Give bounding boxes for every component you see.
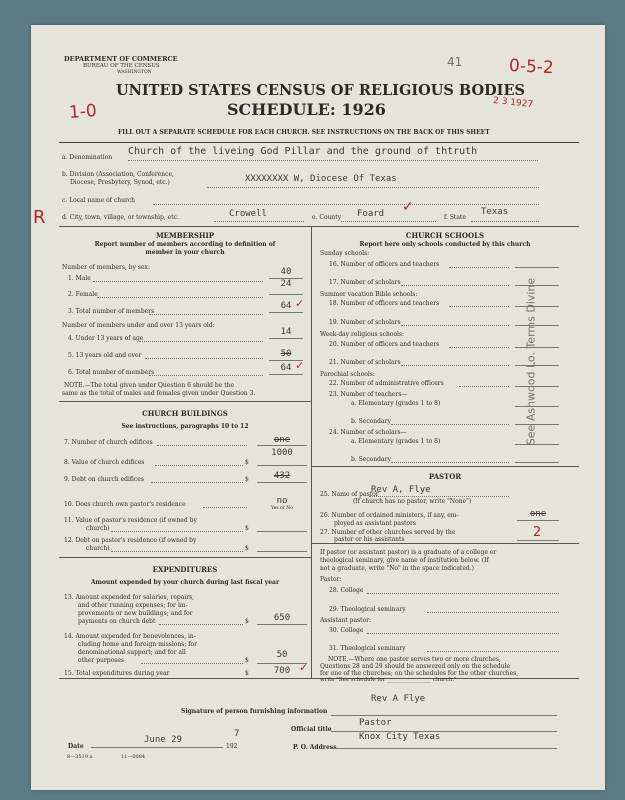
county-checkmark-icon: ✓ xyxy=(402,199,414,215)
q24a-label: a. Elementary (grades 1 to 8) xyxy=(351,438,441,445)
q13-label-4: payments on church debt xyxy=(78,618,156,625)
q8-label: 8. Value of church edifices xyxy=(64,459,145,466)
city-field-label: d. City, town, village, or township, etc. xyxy=(62,214,179,221)
buildings-title: CHURCH BUILDINGS xyxy=(142,409,228,418)
city-value: Crowell xyxy=(229,209,267,219)
pastor-subheading: Pastor: xyxy=(320,576,342,583)
county-label: e. County xyxy=(312,214,342,221)
denomination-label: a. Denomination xyxy=(62,154,113,161)
q27-value: 2 xyxy=(533,525,542,540)
q26-label: 26. Number of ordained ministers, if any, em- xyxy=(320,512,459,519)
state-value: Texas xyxy=(481,207,509,217)
q11-label: 11. Value of pastor's residence (if owned by xyxy=(64,517,197,524)
q6-checkmark-icon: ✓ xyxy=(295,359,305,372)
q21-label: 21. Number of scholars xyxy=(329,359,401,366)
q7-value: one xyxy=(273,435,291,445)
official-title-label: Official title xyxy=(291,726,332,733)
q28-label: 28. College xyxy=(329,587,364,594)
expenditures-title: EXPENDITURES xyxy=(152,565,218,574)
q14-label-4: other purposes xyxy=(78,657,124,664)
q14-value: 50 xyxy=(276,650,288,660)
q13-label: 13. Amount expended for salaries, repairs, xyxy=(64,594,195,601)
form-title: UNITED STATES CENSUS OF RELIGIOUS BODIES xyxy=(116,82,525,99)
q10-label: 10. Does church own pastor's residence xyxy=(64,501,186,508)
pastor-note: NOTE.—Where one pastor serves two or more churches, xyxy=(328,656,501,663)
parochial-label: Parochial schools: xyxy=(320,371,375,378)
q26-value: one xyxy=(529,509,547,519)
q14-dollar: $ xyxy=(245,657,249,664)
division-label: b. Division (Association, Conference, xyxy=(62,171,174,178)
q5-label: 5. 13 years old and over xyxy=(68,352,142,359)
q11-label-2: church) xyxy=(86,525,110,532)
local-name-label: c. Local name of church xyxy=(62,197,136,204)
q25-label: 25. Name of pastor xyxy=(320,491,379,498)
census-schedule-form xyxy=(31,25,605,790)
pastor-note-4: write "See schedule for ________________ church." xyxy=(320,677,457,683)
schools-intro: Report here only schools conducted by this church xyxy=(359,241,531,248)
q17-label: 17. Number of scholars xyxy=(329,279,401,286)
q13-label-3: provements or new buildings; and for xyxy=(78,610,193,617)
q13-value: 650 xyxy=(273,613,291,623)
department-label: DEPARTMENT OF COMMERCE xyxy=(64,55,178,63)
county-value: Foard xyxy=(357,209,385,219)
q9-label: 9. Debt on church edifices xyxy=(64,476,144,483)
q19-label: 19. Number of scholars xyxy=(329,319,401,326)
signature-label: Signature of person furnishing information xyxy=(181,708,328,715)
received-stamp: 2 3 1927 xyxy=(492,95,534,111)
q7-label: 7. Number of church edifices xyxy=(64,439,153,446)
summer-label: Summer vacation Bible schools: xyxy=(320,291,418,298)
sunday-label: Sunday schools: xyxy=(320,250,370,257)
red-annotation: 1-0 xyxy=(68,101,98,123)
form-number: 8—3519 a xyxy=(67,754,93,760)
q24b-label: b. Secondary xyxy=(351,456,391,463)
code-mark: 0-5-2 xyxy=(508,55,555,79)
expenditures-intro: Amount expended by your church during last fiscal year xyxy=(90,579,280,586)
year-suffix: 7 xyxy=(234,729,240,739)
q4-label: 4. Under 13 years of age xyxy=(68,335,144,342)
bureau-label: BUREAU OF THE CENSUS xyxy=(83,63,160,69)
po-address-label: P. O. Address xyxy=(293,744,337,751)
q6-value: 64 xyxy=(280,363,292,373)
q23-label: 23. Number of teachers— xyxy=(329,391,408,398)
q15-label: 15. Total expenditures during year xyxy=(64,670,170,677)
q15-value: 700 xyxy=(273,666,291,676)
form-instruction: FILL OUT A SEPARATE SCHEDULE FOR EACH CHURCH. SEE INSTRUCTIONS ON THE BACK OF THIS SHEET xyxy=(118,129,490,136)
q27-label: 27. Number of other churches served by the xyxy=(320,529,456,536)
division-value: XXXXXXXX W, Diocese Of Texas xyxy=(245,174,397,184)
q23b-label: b. Secondary xyxy=(351,418,391,425)
q1-label: 1. Male xyxy=(68,275,91,282)
r-mark: R xyxy=(33,207,46,228)
city-label: WASHINGTON xyxy=(117,70,152,75)
assistant-subheading: Assistant pastor: xyxy=(320,617,372,624)
membership-title: MEMBERSHIP xyxy=(155,231,215,240)
q13-label-2: and other running expenses; for im- xyxy=(78,602,188,609)
q9-dollar: $ xyxy=(245,476,249,483)
signature-value: Rev A Flye xyxy=(371,694,426,704)
buildings-intro: See instructions, paragraphs 10 to 12 xyxy=(121,423,249,430)
state-label: f. State xyxy=(444,214,466,221)
q3-value: 64 xyxy=(280,301,292,311)
official-title-value: Pastor xyxy=(359,718,392,728)
q27-label-2: pastor or his assistants xyxy=(334,536,405,543)
q12-dollar: $ xyxy=(245,545,249,552)
q16-label: 16. Number of officers and teachers xyxy=(329,261,440,268)
q10-value: no xyxy=(276,496,288,506)
graduate-note: If pastor (or assistant pastor) is a graduate of a college or xyxy=(320,549,497,556)
membership-intro: Report number of members according to definition of xyxy=(94,241,276,248)
membership-intro-2: member in your church xyxy=(145,249,225,256)
schools-title: CHURCH SCHOOLS xyxy=(405,231,485,240)
q2-label: 2. Female xyxy=(68,291,98,298)
q13-dollar: $ xyxy=(245,618,249,625)
q2-value: 24 xyxy=(280,279,292,289)
year-prefix: 192 xyxy=(226,743,238,750)
q20-label: 20. Number of officers and teachers xyxy=(329,341,440,348)
division-label-2: Diocese, Presbytery, Synod, etc.) xyxy=(70,179,170,186)
q18-label: 18. Number of officers and teachers xyxy=(329,300,440,307)
po-address-value: Knox City Texas xyxy=(359,732,441,742)
pastor-note-2: Questions 28 and 29 should be answered only on the schedule xyxy=(320,663,511,670)
membership-note: NOTE.—The total given under Question 6 should be the xyxy=(64,382,235,389)
q15-checkmark-icon: ✓ xyxy=(299,661,309,674)
q29-label: 29. Theological seminary xyxy=(329,606,406,613)
q12-label-2: church) xyxy=(86,545,110,552)
age-label: Number of members under and over 13 years old: xyxy=(62,322,215,329)
print-number: 11—0084 xyxy=(121,754,146,760)
weekday-label: Week-day religious schools: xyxy=(320,331,405,338)
q14-label-3: denominational support; and for all xyxy=(78,649,186,656)
q8-dollar: $ xyxy=(245,459,249,466)
q22-label: 22. Number of administrative officers xyxy=(329,380,444,387)
q4-value: 14 xyxy=(280,327,292,337)
date-value: June 29 xyxy=(144,735,182,745)
denomination-value: Church of the liveing God Pillar and the ground of thtruth xyxy=(128,146,478,157)
q8-value: 1000 xyxy=(271,448,293,458)
q1-value: 40 xyxy=(280,267,292,277)
q12-label: 12. Debt on pastor's residence (if owned by xyxy=(64,537,197,544)
q9-value: 432 xyxy=(273,471,291,481)
q14-label: 14. Amount expended for benevolences, in- xyxy=(64,633,196,640)
q14-label-2: cluding home and foreign missions; for xyxy=(78,641,197,648)
side-handwritten-note: See Ashwood Lo. Terms Divine xyxy=(524,277,538,446)
q3-label: 3. Total number of members xyxy=(68,308,155,315)
q26-label-2: ployed as assistant pastors xyxy=(334,520,416,527)
sex-label: Number of members, by sex: xyxy=(62,264,150,271)
q5-value: 50 xyxy=(280,349,292,359)
graduate-note-3: not a graduate, write "No" in the space indicated.) xyxy=(320,565,474,572)
q10-hint: Yes or No xyxy=(271,506,293,511)
form-subtitle: SCHEDULE: 1926 xyxy=(227,100,386,119)
q25-hint: (If church has no pastor, write "None") xyxy=(353,498,472,505)
graduate-note-2: theological seminary, give name of institution below. (If xyxy=(320,557,489,564)
pastor-note-3: for one of the churches; on the schedules for the other churches, xyxy=(320,670,519,677)
q25-value: Rev A, Flye xyxy=(371,485,431,495)
q3-checkmark-icon: ✓ xyxy=(295,297,305,310)
pastor-title: PASTOR xyxy=(428,472,462,481)
q31-label: 31. Theological seminary xyxy=(329,645,406,652)
q11-dollar: $ xyxy=(245,525,249,532)
q24-label: 24. Number of scholars— xyxy=(329,429,407,436)
q30-label: 30. College xyxy=(329,627,364,634)
q15-dollar: $ xyxy=(245,670,249,677)
q23a-label: a. Elementary (grades 1 to 8) xyxy=(351,400,441,407)
q6-label: 6. Total number of members xyxy=(68,369,155,376)
membership-note-2: same as the total of males and females given under Question 3. xyxy=(62,390,256,397)
date-label: Date xyxy=(68,743,84,750)
page-number: 41 xyxy=(447,55,463,69)
